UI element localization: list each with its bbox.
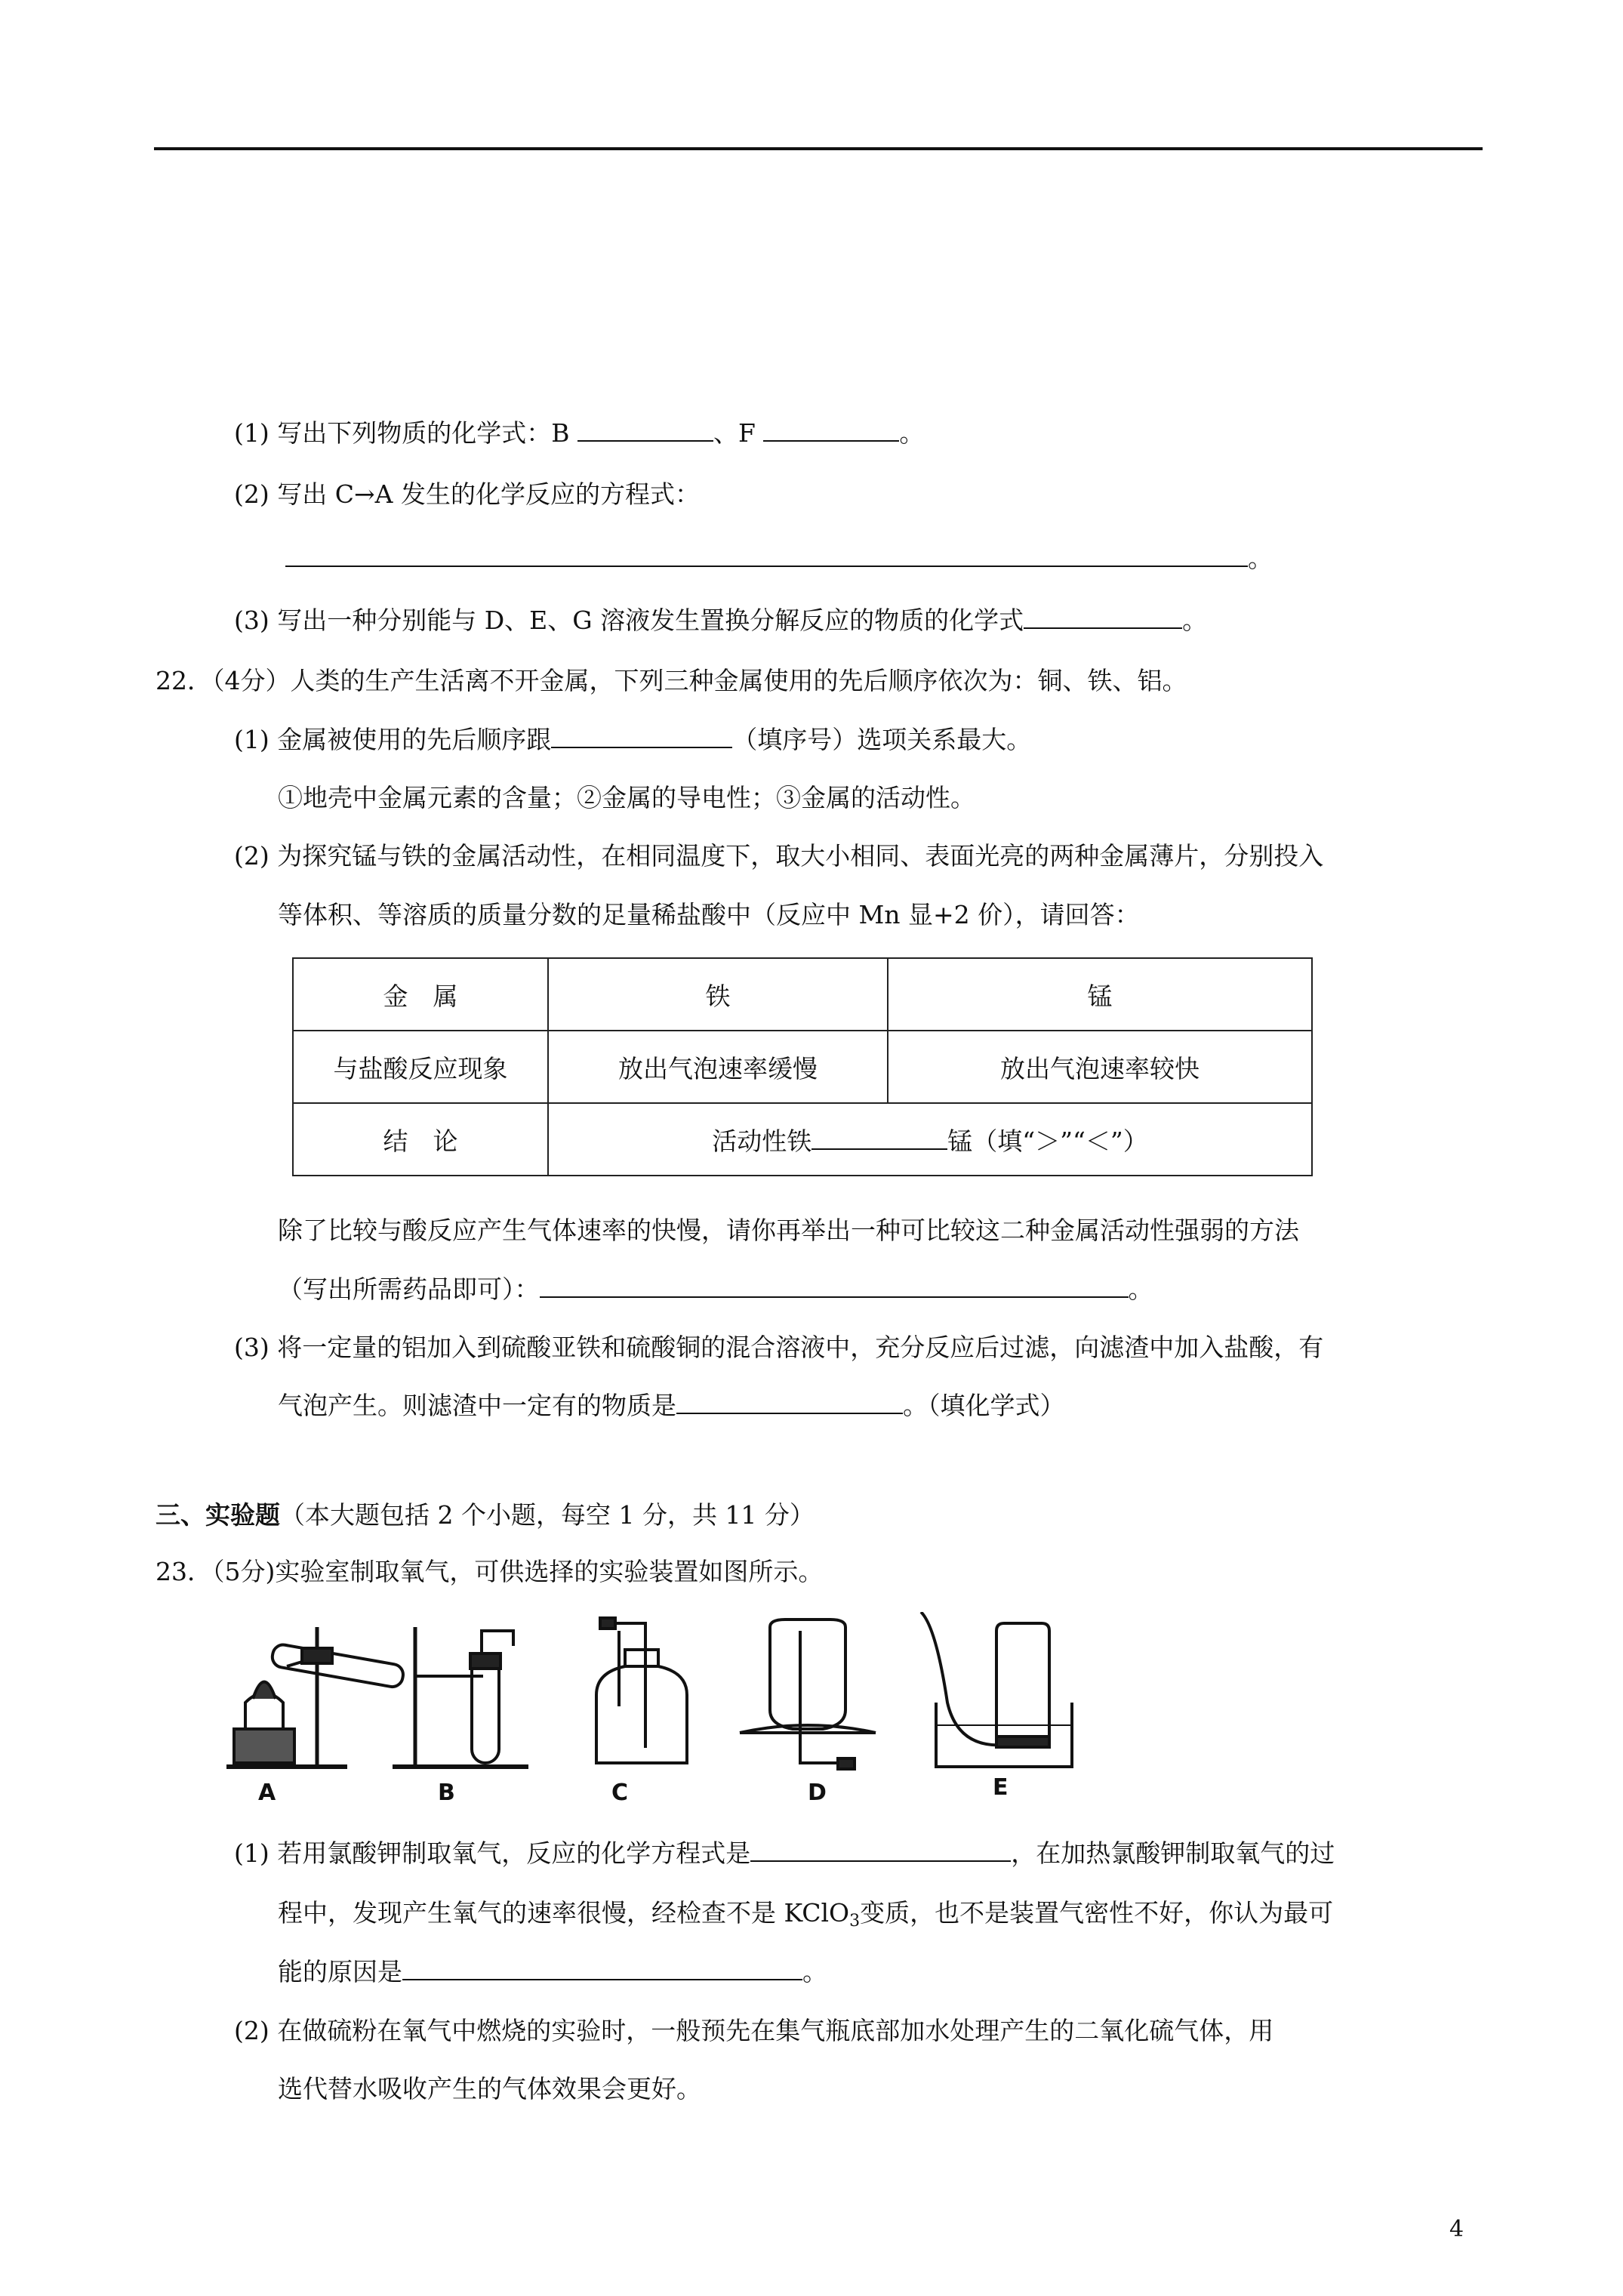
table-row (293, 958, 1312, 1031)
q22-part3-line1: (3) 将一定量的铝加入到硫酸亚铁和硫酸铜的混合溶液中，充分反应后过滤，向滤渣中加入盐酸，有 (234, 1333, 1324, 1362)
q21-part1 (234, 417, 924, 450)
q21-part3-text: (3) 写出一种分别能与 D、E、G 溶液发生置换分解反应的物质的化学式 (234, 606, 1024, 635)
figure-label-e: E (993, 1774, 1009, 1801)
q22-part2-line2: 等体积、等溶质的质量分数的足量稀盐酸中（反应中 Mn 显+2 价），请回答： (278, 900, 1140, 929)
figure-label-b: B (438, 1780, 455, 1806)
metal-activity-table (292, 957, 1313, 1176)
q21-part1-text2: 、F (713, 418, 764, 448)
q23-part1-line2 (278, 1897, 1333, 1938)
apparatus-d (740, 1620, 876, 1769)
table-cell-conclusion (548, 1103, 1312, 1176)
q22-part3-end: 。（填化学式） (903, 1391, 1065, 1420)
answer-blank[interactable] (750, 1839, 1011, 1862)
table-header-metal: 金 属 (293, 958, 548, 1031)
figure-label-d: D (808, 1780, 827, 1806)
table-cell-manganese-reaction: 放出气泡速率较快 (888, 1031, 1312, 1103)
apparatus-drawing (211, 1612, 1102, 1778)
table-row-label-conclusion: 结 论 (293, 1103, 548, 1176)
q22-part1-options: ①地壳中金属元素的含量；②金属的导电性；③金属的活动性。 (278, 783, 975, 812)
answer-blank[interactable] (1024, 606, 1182, 629)
q23-part1-line2-text: 程中，发现产生氧气的速率很慢，经检查不是 KClO (278, 1898, 850, 1928)
q21-part2-end: 。 (1248, 544, 1273, 573)
q21-part2: (2) 写出 C→A 发生的化学反应的方程式： (234, 479, 700, 509)
q21-part3-end: 。 (1182, 606, 1208, 635)
q22-method-text: （写出所需药品即可）： (278, 1274, 540, 1304)
table-header-iron: 铁 (548, 958, 888, 1031)
figure-label-c: C (611, 1780, 629, 1806)
conclusion-text2: 锰（填“＞”“＜”） (947, 1126, 1148, 1156)
answer-blank[interactable] (402, 1958, 802, 1980)
answer-blank[interactable] (540, 1275, 1129, 1298)
figure-label-a: A (258, 1780, 276, 1806)
q22-method-line2 (278, 1273, 1153, 1306)
apparatus-e (921, 1612, 1072, 1767)
apparatus-b (393, 1627, 528, 1767)
q23-part1-line1 (234, 1837, 1335, 1870)
q21-part2-answer (285, 542, 1273, 575)
header-rule (154, 147, 1483, 150)
conclusion-text: 活动性铁 (712, 1126, 812, 1156)
q22-part1-text2: （填序号）选项关系最大。 (732, 725, 1032, 754)
q22-method-line1: 除了比较与酸反应产生气体速率的快慢，请你再举出一种可比较这二种金属活动性强弱的方法 (278, 1216, 1299, 1245)
q22-method-end: 。 (1128, 1274, 1153, 1304)
table-row (293, 1031, 1312, 1103)
answer-blank[interactable] (551, 726, 732, 748)
table-row (293, 1103, 1312, 1176)
answer-blank[interactable] (676, 1391, 903, 1414)
table-row-label-reaction: 与盐酸反应现象 (293, 1031, 548, 1103)
q23-part1-line3-text: 能的原因是 (278, 1957, 402, 1986)
q22-part1 (234, 723, 1031, 757)
q23-part2-line2: 选代替水吸收产生的气体效果会更好。 (278, 2074, 701, 2103)
q22-part3-text: 气泡产生。则滤渣中一定有的物质是 (278, 1391, 676, 1420)
q23-part2-line1: (2) 在做硫粉在氧气中燃烧的实验时，一般预先在集气瓶底部加水处理产生的二氧化硫气体，用 (234, 2016, 1274, 2045)
section3-title (156, 1499, 815, 1532)
q21-part3 (234, 604, 1207, 637)
q21-part1-end: 。 (899, 418, 925, 448)
q23-part1-line2-text2: 变质，也不是装置气密性不好，你认为最可 (860, 1898, 1334, 1928)
answer-blank[interactable] (285, 544, 1248, 567)
apparatus-c (596, 1618, 687, 1763)
apparatus-figure (211, 1612, 1102, 1816)
subscript-3: 3 (849, 1912, 861, 1931)
q23-part1-text: (1) 若用氯酸钾制取氧气，反应的化学方程式是 (234, 1838, 751, 1868)
q23-part1-text2: ，在加热氯酸钾制取氧气的过 (1011, 1838, 1335, 1868)
q22-part3-line2 (278, 1389, 1065, 1422)
q22-part2-line1: (2) 为探究锰与铁的金属活动性，在相同温度下，取大小相同、表面光亮的两种金属薄片，分别投入 (234, 841, 1324, 871)
q23-title: 23．（5分)实验室制取氧气，可供选择的实验装置如图所示。 (156, 1557, 824, 1586)
page-number: 4 (1449, 2216, 1464, 2242)
section3-title-bold: 三、实验题 (156, 1500, 280, 1530)
q22-part1-text: (1) 金属被使用的先后顺序跟 (234, 725, 552, 754)
apparatus-a (226, 1627, 405, 1767)
answer-blank[interactable] (812, 1127, 947, 1150)
q21-part1-text: (1) 写出下列物质的化学式：B (234, 418, 577, 448)
answer-blank[interactable] (763, 419, 899, 442)
q23-part1-line3-end: 。 (802, 1957, 827, 1986)
q23-part1-line3 (278, 1955, 827, 1989)
table-cell-iron-reaction: 放出气泡速率缓慢 (548, 1031, 888, 1103)
section3-title-rest: （本大题包括 2 个小题，每空 1 分，共 11 分） (280, 1500, 815, 1530)
answer-blank[interactable] (577, 419, 713, 442)
table-header-manganese: 锰 (888, 958, 1312, 1031)
q22-title: 22．（4分）人类的生产生活离不开金属，下列三种金属使用的先后顺序依次为：铜、铁、铝。 (156, 666, 1187, 695)
